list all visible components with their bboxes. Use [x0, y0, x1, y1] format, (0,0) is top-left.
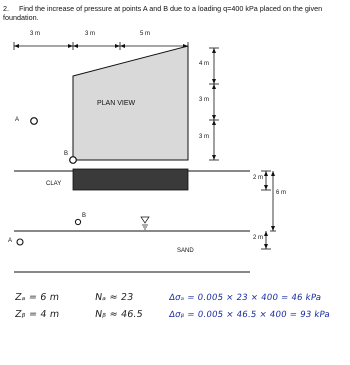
- section-dim-footing-depth: 2 m: [253, 175, 264, 181]
- plan-dim-right-1: 4 m: [199, 61, 210, 67]
- plan-view-label: PLAN VIEW: [97, 100, 136, 107]
- plan-point-b-marker: [70, 157, 77, 164]
- solution-delta-sigma-a: Δσₐ = 0.005 × 23 × 400 = 46 kPa: [168, 293, 322, 303]
- plan-dim-right-2: 3 m: [199, 97, 210, 103]
- section-dim-clay-thickness: 6 m: [276, 190, 287, 196]
- plan-dim-top-1: 3 m: [30, 31, 41, 37]
- water-table-icon: [141, 217, 149, 229]
- section-point-a-label: A: [8, 238, 13, 244]
- plan-point-b-label: B: [64, 151, 69, 157]
- solution-nb: Nᵦ ≈ 46.5: [94, 309, 144, 320]
- plan-point-a-label: A: [15, 117, 20, 123]
- solution-delta-sigma-b: Δσᵦ = 0.005 × 46.5 × 400 = 93 kPa: [168, 310, 331, 320]
- clay-layer-label: CLAY: [46, 181, 62, 187]
- section-point-a-marker: [17, 239, 23, 245]
- section-point-b-label: B: [82, 213, 87, 219]
- solution-zb: Zᵦ = 4 m: [14, 309, 61, 320]
- footing: [73, 169, 188, 190]
- section-right-dimensions: [261, 171, 276, 249]
- section-point-b-marker: [75, 219, 80, 224]
- sand-layer-label: SAND: [177, 248, 194, 254]
- section-dim-sand-depth: 2 m: [253, 235, 264, 241]
- solution-za: Zₐ = 6 m: [14, 292, 60, 303]
- solution-na: Nₐ ≈ 23: [94, 292, 135, 303]
- plan-dim-top-3: 5 m: [140, 31, 151, 37]
- plan-dim-right-3: 3 m: [199, 134, 210, 140]
- plan-right-dimensions: [209, 48, 219, 160]
- problem-number: 2.: [3, 4, 9, 13]
- plan-dim-top-2: 3 m: [85, 31, 96, 37]
- plan-top-dimensions: [14, 42, 188, 50]
- plan-point-a-marker: [31, 118, 38, 125]
- problem-text: Find the increase of pressure at points A and B due to a loading q=400 kPa placed on the given foundation.: [3, 4, 323, 22]
